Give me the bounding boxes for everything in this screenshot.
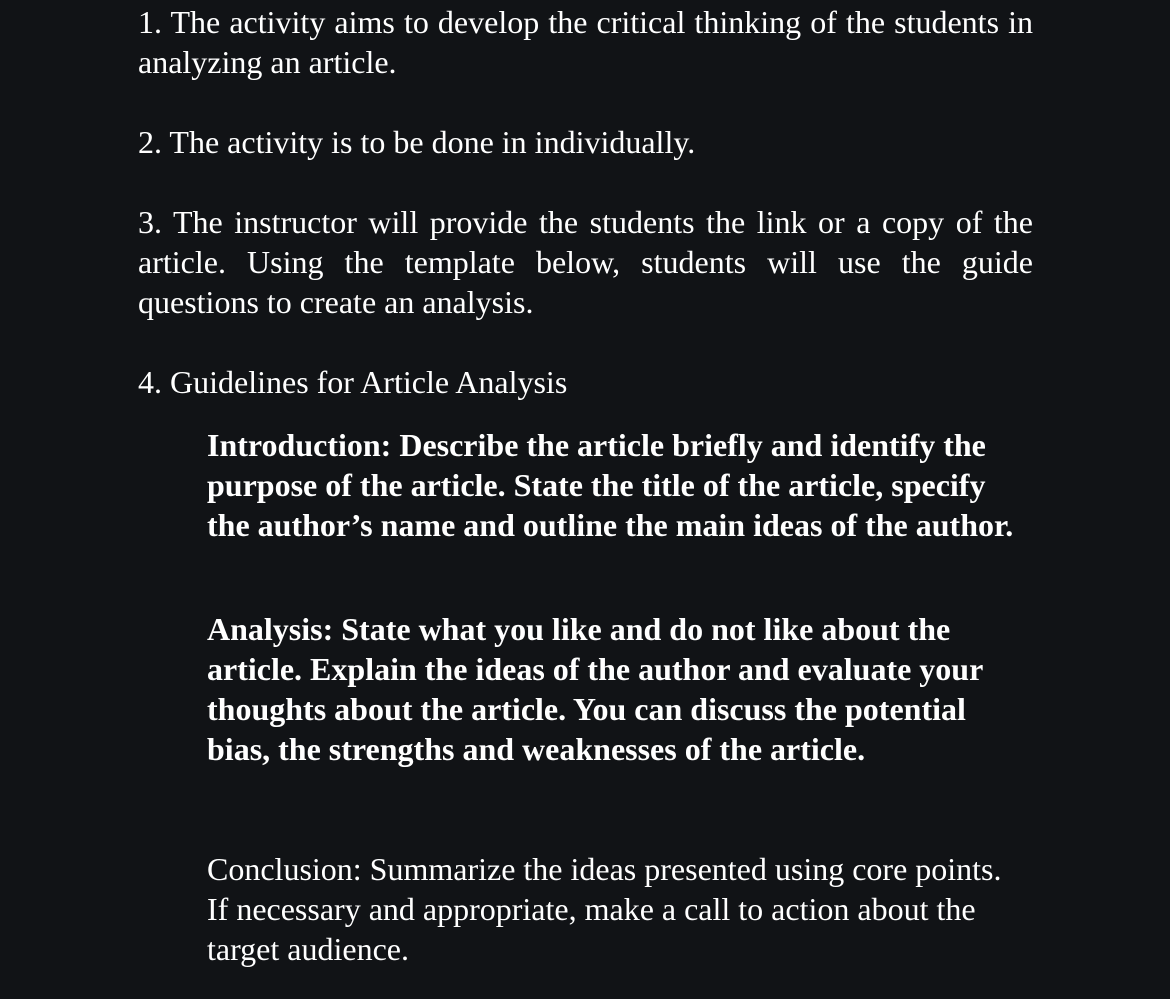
instruction-item-4-heading: 4. Guidelines for Article Analysis xyxy=(138,364,568,400)
guideline-analysis: Analysis: State what you like and do not like about the article. Explain the ideas of the author and evaluate your thoughts about the article. You can discuss the potential bias, the strengths and weaknesses of the article. xyxy=(207,611,983,767)
instruction-item-2: 2. The activity is to be done in individually. xyxy=(138,124,696,160)
guideline-introduction: Introduction: Describe the article briefly and identify the purpose of the article. State the title of the article, specify the author’s name and outline the main ideas of the author. xyxy=(207,427,1014,543)
instruction-item-3: 3. The instructor will provide the students the link or a copy of the article. Using the template below, students will use the guide questions to create an analysis. xyxy=(138,204,1033,320)
guideline-conclusion: Conclusion: Summarize the ideas presented using core points. If necessary and appropriate, make a call to action about the target audience. xyxy=(207,851,1002,967)
instruction-item-1: 1. The activity aims to develop the critical thinking of the students in analyzing an article. xyxy=(138,4,1033,80)
